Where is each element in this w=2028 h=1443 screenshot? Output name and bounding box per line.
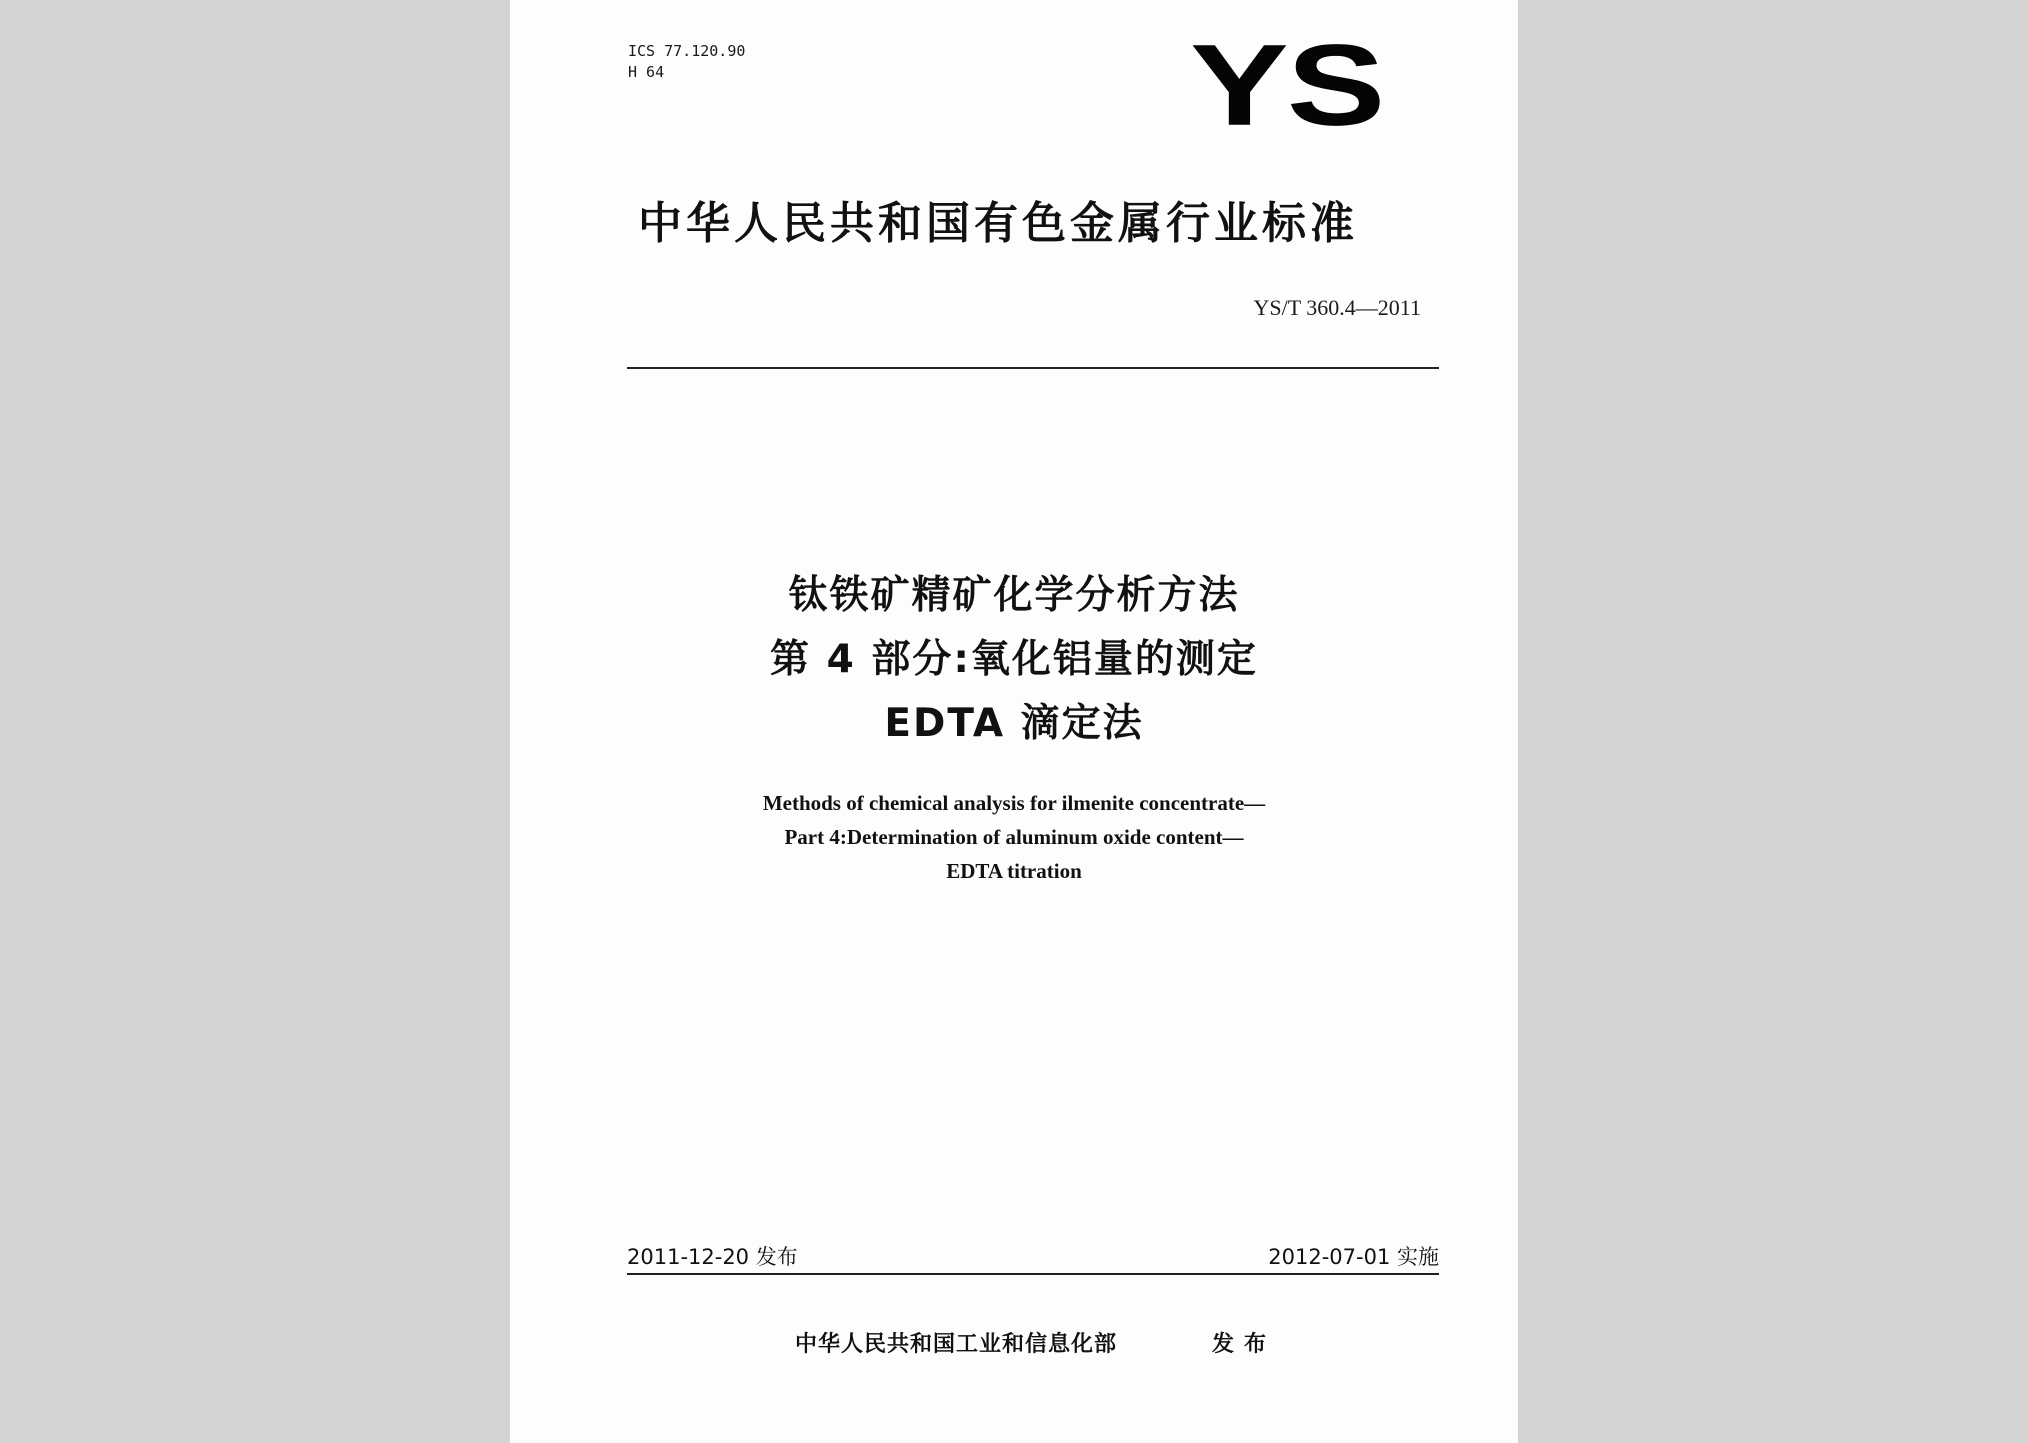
top-divider (627, 367, 1439, 369)
ics-code: ICS 77.120.90 (628, 42, 746, 60)
standard-category-title: 中华人民共和国有色金属行业标准 (638, 198, 1358, 249)
ys-logo: YS (1190, 20, 1384, 150)
chinese-title-block (510, 564, 1518, 756)
issue-date: 2011-12-20 发布 (627, 1245, 798, 1269)
publish-label: 发布 (1212, 1332, 1277, 1357)
chinese-title-line-1: 钛铁矿精矿化学分析方法 (788, 573, 1240, 618)
english-title-line-2: Part 4:Determination of aluminum oxide content— (784, 825, 1244, 849)
english-title-line-1: Methods of chemical analysis for ilmenite concentrate— (762, 791, 1266, 815)
chinese-title-line-3: EDTA 滴定法 (884, 701, 1144, 746)
standard-number: YS/T 360.4—2011 (1253, 295, 1421, 320)
bottom-divider (627, 1273, 1439, 1275)
classification-codes (628, 41, 745, 83)
document-page (510, 0, 1518, 1443)
english-title-line-3: EDTA titration (946, 859, 1082, 883)
implementation-date: 2012-07-01 实施 (1268, 1245, 1439, 1269)
issuing-body: 中华人民共和国工业和信息化部 (795, 1332, 1118, 1357)
english-title-block (510, 786, 1518, 888)
chinese-title-line-2: 第 4 部分:氧化铝量的测定 (770, 637, 1258, 682)
ccs-code: H 64 (628, 63, 665, 81)
